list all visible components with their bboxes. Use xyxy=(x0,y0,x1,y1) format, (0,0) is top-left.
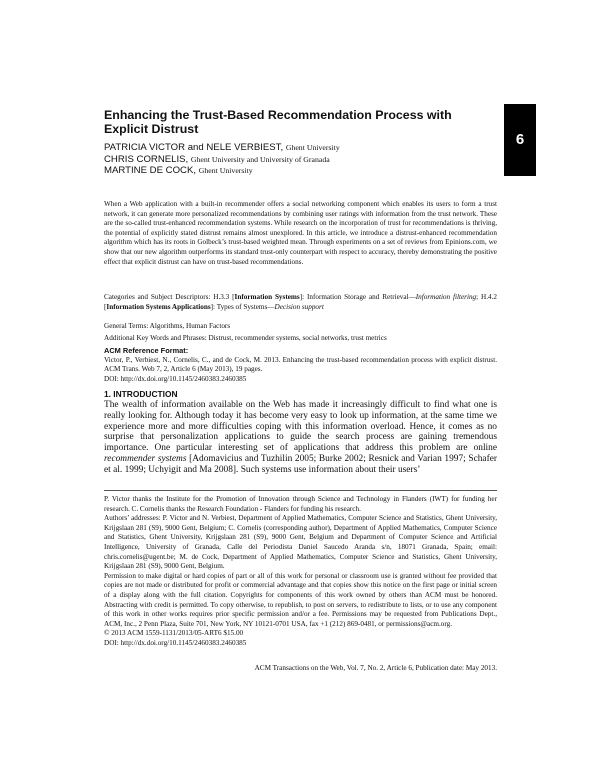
section-heading: 1. INTRODUCTION xyxy=(104,389,178,399)
footnote-funding: P. Victor thanks the Institute for the Promotion of Innovation through Science and Technology in Flanders (IWT) for funding her research. C. Cornelis thanks the Research Foundation - Flanders for funding his research. xyxy=(104,495,497,513)
author-line xyxy=(104,154,504,166)
categories-label: Categories and Subject Descriptors: H.3.3 [ xyxy=(104,293,235,301)
additional-keywords: Additional Key Words and Phrases: Distrust, recommender systems, social networks, trust metrics xyxy=(104,334,387,342)
author-list xyxy=(104,142,504,177)
acm-reference-doi[interactable]: DOI: http://dx.doi.org/10.1145/2460383.2460385 xyxy=(104,374,247,383)
footnote-permissions: Permission to make digital or hard copies of part or all of this work for personal or classroom use is granted without fee provided that copies are not made or distributed for profit or commercial advantage and that copies show this notice on the first page or initial screen of a display along with the full citation. Copyrights for components of this work owned by others than ACM must be honored. Abstracting with credit is permitted. To copy otherwise, to republish, to post on servers, to redistribute to lists, or to use any component of this work in other works requires prior specific permission and/or a fee. Permissions may be requested from Publications Dept., ACM, Inc., 2 Penn Plaza, Suite 701, New York, NY 10121-0701 USA, fax +1 (212) 869-0481, or permissions@acm.org. xyxy=(104,571,497,628)
intro-italic: recommender systems xyxy=(104,453,187,464)
author-line xyxy=(104,165,504,177)
footnote-doi[interactable]: DOI: http://dx.doi.org/10.1145/2460383.2460385 xyxy=(104,638,247,647)
category-italic: Decision support xyxy=(274,302,324,311)
author-names: PATRICIA VICTOR and NELE VERBIEST, xyxy=(104,142,284,153)
footnotes xyxy=(104,495,497,649)
category-text: ]: Types of Systems— xyxy=(210,302,275,311)
general-terms: General Terms: Algorithms, Human Factors xyxy=(104,322,231,330)
intro-text: The wealth of information available on the Web has made it increasingly difficult to find what one is really looking for. Although today it has become very easy to look up information, at the same time we experience more and more difficulties coping with this information overload. Hence, it comes as no surprise that personalization applications to guide the search process are gaining tremendous importance. One particular interesting set of applications that address this problem are online xyxy=(104,400,497,454)
introduction-paragraph xyxy=(104,400,497,476)
categories-descriptors xyxy=(104,293,497,312)
footnote-addresses: Authors’ addresses: P. Victor and N. Verbiest, Department of Applied Mathematics, Computer Science and Statistics, Ghent University, Krijgslaan 281 (S9), 9000 Gent, Belgium; C. Cornelis (corresponding author), Department of Applied Mathematics, Computer Science and Statistics, Ghent University, Krijgslaan 281 (S9), 9000 Gent, Belgium and Department of Computer Science and Artificial Intelligence, University of Granada, Calle del Periodista Daniel Saucedo Aranda s/n, 18071 Granada, Spain; email: chris.cornelis@ugent.be; M. de Cock, Department of Applied Mathematics, Computer Science and Statistics, Ghent University, Krijgslaan 281 (S9), 9000 Gent, Belgium. xyxy=(104,514,497,571)
page-footer: ACM Transactions on the Web, Vol. 7, No. 2, Article 6, Publication date: May 2013. xyxy=(254,664,497,672)
footnote-divider xyxy=(104,490,497,491)
category-italic: Information filtering xyxy=(415,293,477,301)
category-bold: Information Systems xyxy=(234,293,300,301)
category-text: ; H.4.2 [ xyxy=(104,293,497,311)
acm-reference-format xyxy=(104,346,497,384)
category-text: ]: Information Storage and Retrieval— xyxy=(299,293,416,301)
intro-text: [Adomavicius and Tuzhilin 2005; Burke 2002; Resnick and Varian 1997; Schafer et al. 1999; Uchyigit and Ma 2008]. Such systems use information about their users’ xyxy=(104,453,497,475)
author-line xyxy=(104,142,504,154)
author-affiliation: Ghent University xyxy=(198,166,253,176)
category-bold: Information Systems Applications xyxy=(106,302,211,311)
acm-reference-heading: ACM Reference Format: xyxy=(104,346,189,355)
author-names: CHRIS CORNELIS, xyxy=(104,153,189,165)
author-affiliation: Ghent University and University of Granada xyxy=(190,154,330,164)
article-number-tab: 6 xyxy=(504,104,536,176)
footnote-copyright: © 2013 ACM 1559-1131/2013/05-ART6 $15.00 xyxy=(104,629,244,638)
paper-title: Enhancing the Trust-Based Recommendation Process with Explicit Distrust xyxy=(104,108,452,136)
abstract: When a Web application with a built-in recommender offers a social networking component which enables its users to form a trust network, it can generate more personalized recommendations by combining user ratings with information from the trust network. These are the so-called trust-enhanced recommendation systems. While research on the incorporation of trust for recommendations is thriving, the potential of explicitly stated distrust remains almost unexplored. In this article, we introduce a distrust-enhanced recommendation algorithm which has its roots in Golbeck’s trust-based weighted mean. Through experiments on a set of reviews from Epinions.com, we show that our new algorithm outperforms its standard trust-only counterpart with respect to accuracy, thereby demonstrating the positive effect that explicit distrust can have on trust-based recommendations. xyxy=(104,200,497,266)
author-affiliation: Ghent University xyxy=(285,143,340,152)
acm-reference-text: Victor, P., Verbiest, N., Cornelis, C., and de Cock, M. 2013. Enhancing the trust-based recommendation process with explicit distrust. ACM Trans. Web 7, 2, Article 6 (May 2013), 19 pages. xyxy=(104,355,497,374)
author-names: MARTINE DE COCK, xyxy=(104,165,197,177)
